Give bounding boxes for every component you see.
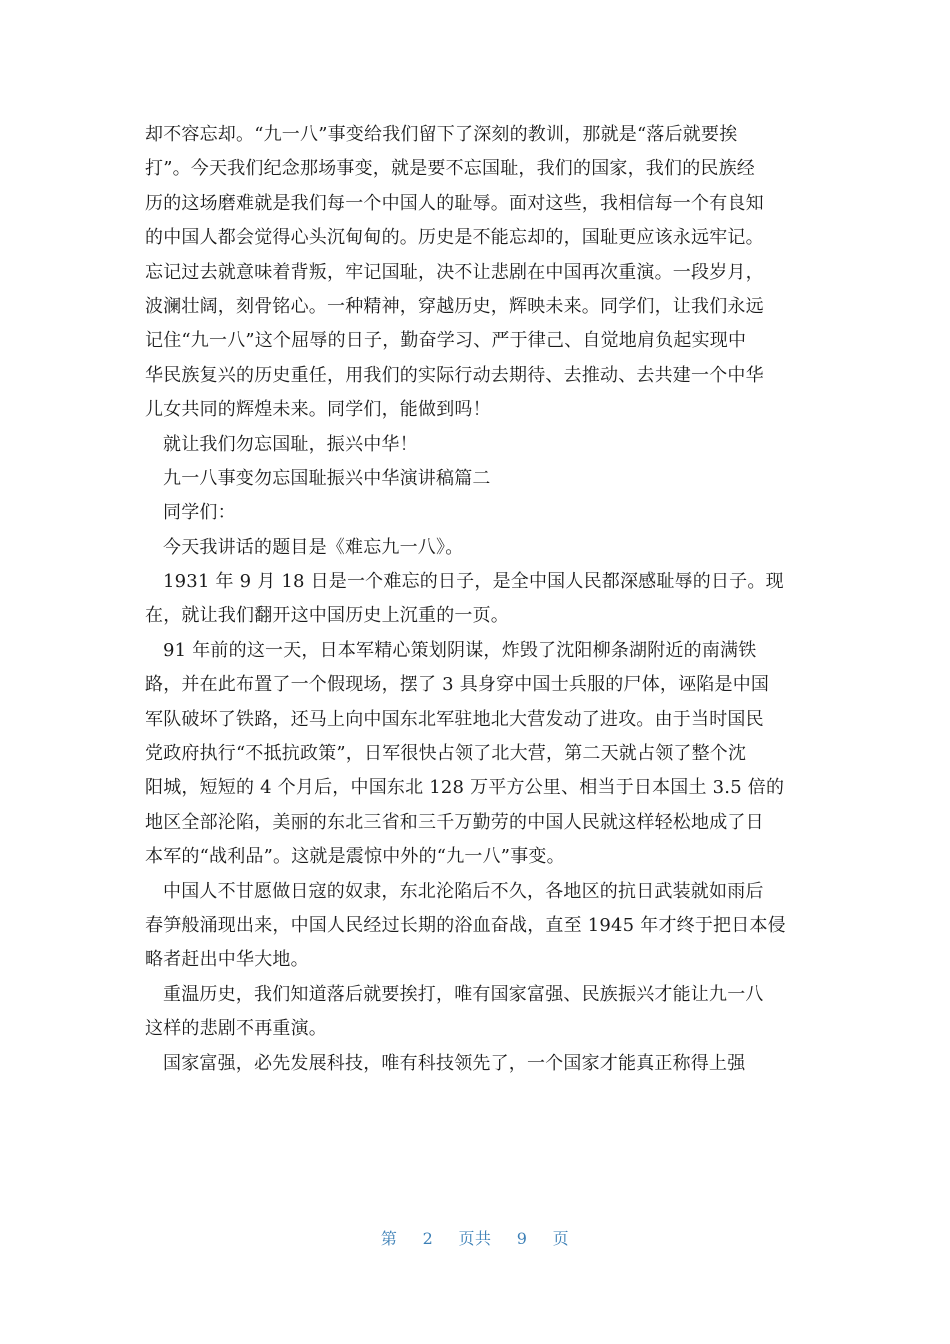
text-line: 1931 年 9 月 18 日是一个难忘的日子，是全中国人民都深感耻辱的日子。现 [163,571,784,593]
text-line: 91 年前的这一天，日本军精心策划阴谋，炸毁了沈阳柳条湖附近的南满铁 [163,639,757,661]
section-heading: 九一八事变勿忘国耻振兴中华演讲稿篇二 [163,467,491,489]
text-line: 华民族复兴的历史重任，用我们的实际行动去期待、去推动、去共建一个中华 [145,364,764,386]
text-line: 党政府执行“不抵抗政策”，日军很快占领了北大营，第二天就占领了整个沈 [145,743,747,765]
text-line: 地区全部沦陷，美丽的东北三省和三千万勤劳的中国人民就这样轻松地成了日 [145,811,764,833]
text-line: 军队破坏了铁路，还马上向中国东北军驻地北大营发动了进攻。由于当时国民 [145,708,764,730]
text-line: 这样的悲剧不再重演。 [145,1018,327,1040]
text-line: 中国人不甘愿做日寇的奴隶，东北沦陷后不久，各地区的抗日武装就如雨后 [163,880,764,902]
text-line: 国家富强，必先发展科技，唯有科技领先了，一个国家才能真正称得上强 [163,1052,746,1074]
text-line: 路，并在此布置了一个假现场，摆了 3 具身穿中国士兵服的尸体，诬陷是中国 [145,674,770,696]
page-footer [0,1226,950,1249]
salutation: 同学们： [163,502,236,524]
text-line: 本军的“战利品”。这就是震惊中外的“九一八”事变。 [145,846,565,868]
text-line: 儿女共同的辉煌未来。同学们，能做到吗！ [145,399,491,421]
text-line: 就让我们勿忘国耻，振兴中华！ [163,433,418,455]
footer-label-page: 第 [380,1229,398,1248]
text-line: 历的这场磨难就是我们每一个中国人的耻辱。面对这些，我相信每一个有良知 [145,192,764,214]
text-line: 今天我讲话的题目是《难忘九一八》。 [163,536,464,558]
footer-current-page: 2 [422,1229,434,1248]
text-line: 却不容忘却。“九一八”事变给我们留下了深刻的教训，那就是“落后就要挨 [145,124,738,145]
footer-label-end: 页 [552,1229,570,1248]
text-line: 在，就让我们翻开这中国历史上沉重的一页。 [145,605,509,627]
text-line: 阳城，短短的 4 个月后，中国东北 128 万平方公里、相当于日本国土 3.5 倍的 [145,777,785,799]
text-line: 重温历史，我们知道落后就要挨打，唯有国家富强、民族振兴才能让九一八 [163,983,764,1005]
footer-total-pages: 9 [516,1229,528,1248]
document-body [145,118,810,1081]
text-line: 略者赶出中华大地。 [145,949,309,971]
text-line: 春笋般涌现出来，中国人民经过长期的浴血奋战，直至 1945 年才终于把日本侵 [145,914,786,936]
footer-label-of: 页共 [458,1229,492,1248]
text-line: 记住“九一八”这个屈辱的日子，勤奋学习、严于律己、自觉地肩负起实现中 [145,330,747,352]
text-line: 打”。今天我们纪念那场事变，就是要不忘国耻，我们的国家，我们的民族经 [145,158,755,180]
text-line: 忘记过去就意味着背叛，牢记国耻，决不让悲剧在中国再次重演。一段岁月， [145,261,764,283]
text-line: 波澜壮阔，刻骨铭心。一种精神，穿越历史，辉映未来。同学们，让我们永远 [145,295,764,317]
text-line: 的中国人都会觉得心头沉甸甸的。历史是不能忘却的，国耻更应该永远牢记。 [145,227,764,249]
